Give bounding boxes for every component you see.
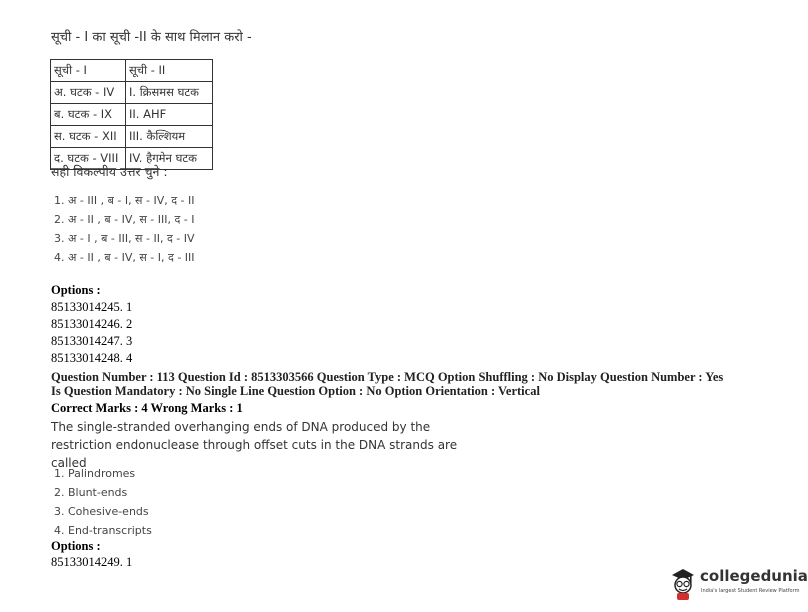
list-item: 4. अ - II , ब - IV, स - I, द - III <box>54 251 195 264</box>
list-item: 1. Palindromes <box>54 467 136 480</box>
table-cell: ब. घटक - IX <box>51 104 126 126</box>
list-item: 2. अ - II , ब - IV, स - III, द - I <box>54 213 195 226</box>
table-cell: IV. हैगमेन घटक <box>126 148 213 170</box>
option-ids-block <box>51 282 132 367</box>
option-list <box>54 191 195 267</box>
table-row <box>51 82 213 104</box>
options-label: Options : <box>51 283 101 297</box>
marks-line: Correct Marks : 4 Wrong Marks : 1 <box>51 401 243 415</box>
table-header-cell: सूची - I <box>51 60 126 82</box>
table-cell: स. घटक - XII <box>51 126 126 148</box>
option-id: 85133014246. 2 <box>51 317 133 331</box>
table-cell: III. कैल्शियम <box>126 126 213 148</box>
list-item: 2. Blunt-ends <box>54 486 128 499</box>
option-id: 85133014245. 1 <box>51 300 133 314</box>
table-header-cell: सूची - II <box>126 60 213 82</box>
question-meta: Question Number : 113 Question Id : 8513303566 Question Type : MCQ Option Shuffling : No Display Question Number : Yes Is Question Mandatory : No Single Line Question Option : No Option Orientation : Vertical <box>51 370 724 398</box>
question-text: The single-stranded overhanging ends of DNA produced by the restriction endonuclease through offset cuts in the DNA strands are called <box>51 420 458 470</box>
option-id: 85133014248. 4 <box>51 351 133 365</box>
logo-tagline: India's largest Student Review Platform <box>701 588 800 594</box>
list-item: 1. अ - III , ब - I, स - IV, द - II <box>54 194 195 207</box>
table-cell: I. क्रिसमस घटक <box>126 82 213 104</box>
question-title: सूची - I का सूची -II के साथ मिलान करो - <box>51 30 252 45</box>
table-cell: II. AHF <box>126 104 213 126</box>
table-cell: अ. घटक - IV <box>51 82 126 104</box>
graduate-mascot-icon <box>669 567 697 601</box>
option-list <box>54 464 152 540</box>
option-id: 85133014247. 3 <box>51 334 133 348</box>
table-row <box>51 104 213 126</box>
option-id: 85133014249. 1 <box>51 555 133 569</box>
table-cell: द. घटक - VIII <box>51 148 126 170</box>
list-item: 4. End-transcripts <box>54 524 152 537</box>
instruction-text: सही विकल्पीय उत्तर चुने : <box>51 164 168 179</box>
options-label: Options : <box>51 539 101 553</box>
table-row <box>51 126 213 148</box>
table-header-row <box>51 60 213 82</box>
collegedunia-logo[interactable] <box>669 565 808 605</box>
logo-name: collegedunia <box>700 567 808 585</box>
list-item: 3. अ - I , ब - III, स - II, द - IV <box>54 232 195 245</box>
list-item: 3. Cohesive-ends <box>54 505 149 518</box>
match-table <box>50 59 213 170</box>
